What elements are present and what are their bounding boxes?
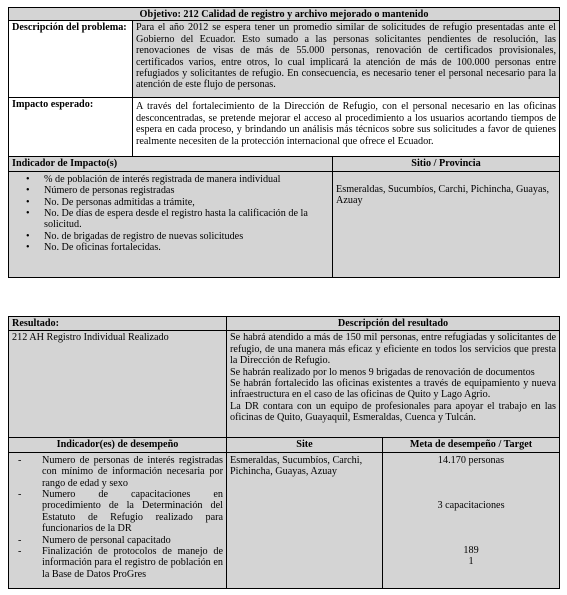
result-description-line: La DR contara con un equipo de profesionales para apoyar el trabajo en las oficinas de Quito, Guayaquil, Esmeraldas, Cuenca y Tulcán. [230, 400, 557, 424]
impact-label: Impacto esperado: [9, 98, 133, 157]
list-item: • % de población de interés registrada de manera individual [26, 174, 329, 185]
impact-indicator-list-cell [9, 171, 333, 277]
problem-text: Para el año 2012 se espera tener un promedio similar de solicitudes de refugio presentadas ante el Gobierno del Ecuador. Esto sumado a las personas solicitantes pendientes de resolución, las renovaciones de visas de más de 55.000 personas, renovación de certificados provisionales, certificados varios, entre otros, lo cual implicará la atención de más de 100.000 personas entre refugiados y solicitantes de refugio. En consecuencia, es necesario tener el personal necesario para la atención de este flujo de personas. [133, 21, 560, 98]
target-cell [383, 452, 560, 588]
result-description-header: Descripción del resultado [227, 317, 560, 331]
list-item: • No. De oficinas fortalecidas. [26, 242, 329, 253]
target-value: 189 [463, 544, 479, 556]
impact-indicator-header: Indicador de Impacto(s) [9, 157, 333, 171]
objective-table [8, 7, 560, 278]
list-item: - Numero de personal capacitado [12, 535, 223, 546]
list-item: - Finalización de protocolos de manejo de información para el registro de población en la Base de Datos ProGres [12, 546, 223, 580]
performance-indicator-cell [9, 452, 227, 588]
result-header: Resultado: [9, 317, 227, 331]
result-description [227, 331, 560, 438]
result-table [8, 316, 560, 589]
list-item: - Numero de personas de interés registradas con mínimo de información necesaria por rango de edad y sexo [12, 455, 223, 489]
site-header: Site [227, 438, 383, 452]
problem-label: Descripción del problema: [9, 21, 133, 98]
objective-title: Objetivo: 212 Calidad de registro y archivo mejorado o mantenido [9, 8, 560, 21]
list-item: • No. de brigadas de registro de nuevas solicitudes [26, 231, 329, 242]
target-header: Meta de desempeño / Target [383, 438, 560, 452]
impact-sites: Esmeraldas, Sucumbíos, Carchi, Pichincha, Guayas, Azuay [333, 171, 560, 277]
performance-indicator-list [12, 455, 223, 580]
performance-sites: Esmeraldas, Sucumbíos, Carchi, Pichincha, Guayas, Azuay [227, 452, 383, 588]
list-item: • No. De personas admitidas a trámite, [26, 197, 329, 208]
target-value: 14.170 personas [437, 454, 505, 466]
list-item: - Numero de capacitaciones en procedimiento de la Determinación del Estatuto de Refugio realizado para funcionarios de la DR [12, 489, 223, 535]
list-item: • Número de personas registradas [26, 185, 329, 196]
result-description-line: Se habrán fortalecido las oficinas existentes a través de equipamiento y nueva infraestructura en el caso de las oficinas de Quito y Lago Agrio. [230, 378, 557, 401]
site-province-header: Sitio / Provincia [333, 157, 560, 171]
impact-indicator-list [12, 174, 329, 254]
performance-indicator-header: Indicador(es) de desempeño [9, 438, 227, 452]
impact-text: A través del fortalecimiento de la Dirección de Refugio, con el personal necesario en las oficinas desconcentradas, se pretende mejorar el acceso al procedimiento a los usuarios acortando tiempos de espera en cada proceso, y brindando un análisis más técnicos sobre sus solicitudes a favor de quienes realmente necesiten de la protección internacional que ofrece el Ecuador. [133, 98, 560, 157]
result-description-line: Se habrá atendido a más de 150 mil personas, entre refugiadas y solicitantes de refugio, de una manera más eficaz y eficiente en todos los servicios que presta la Dirección de Refugio. [230, 332, 557, 367]
result-value: 212 AH Registro Individual Realizado [9, 331, 227, 438]
target-value: 1 [468, 556, 474, 568]
result-description-line: Se habrán realizado por lo menos 9 brigadas de renovación de documentos [230, 366, 535, 378]
list-item: • No. De días de espera desde el registro hasta la calificación de la solicitud. [26, 208, 329, 231]
target-value: 3 capacitaciones [437, 499, 505, 511]
